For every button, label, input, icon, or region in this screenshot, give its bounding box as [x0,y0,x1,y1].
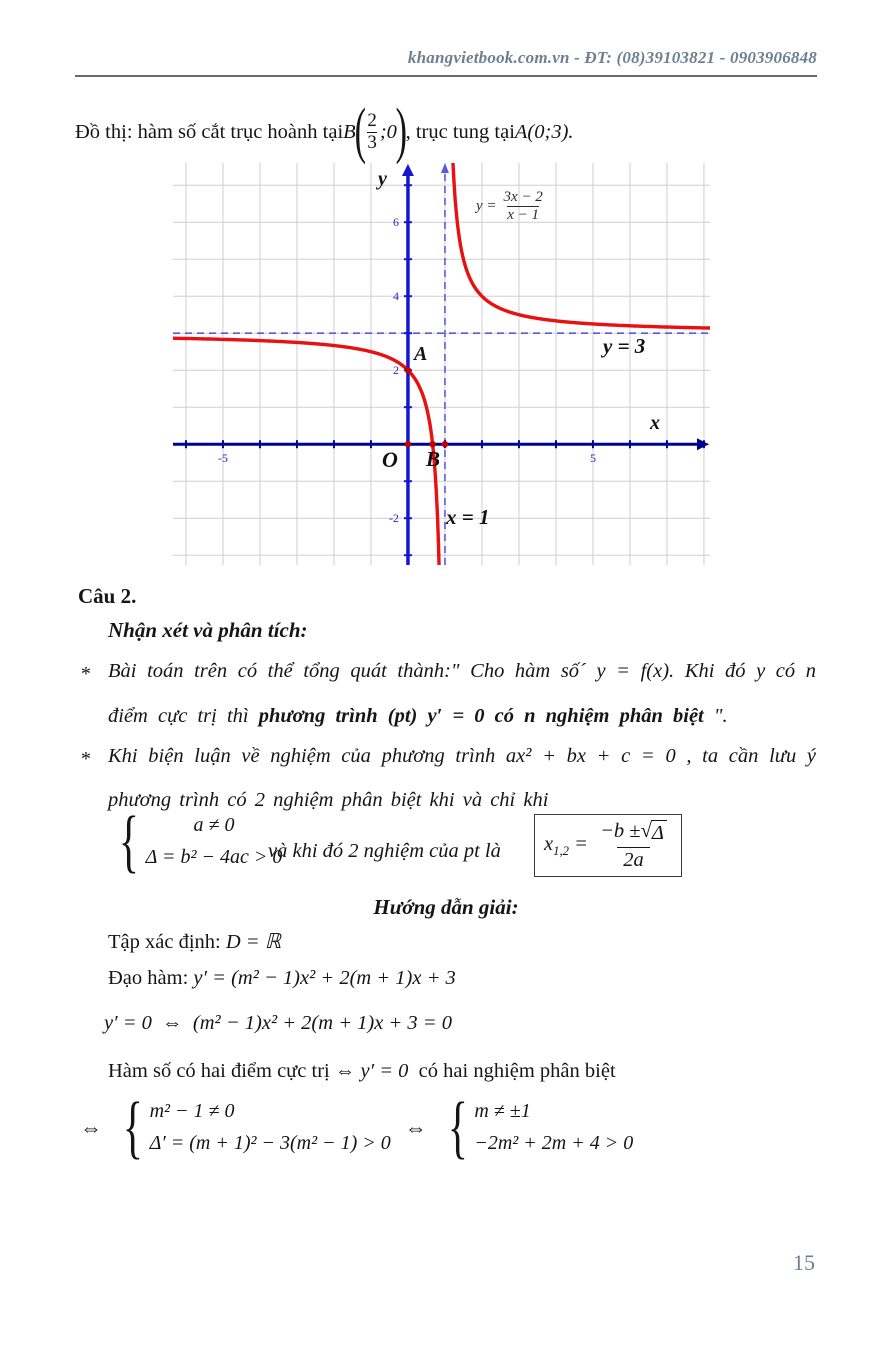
point-a-label: A [414,343,428,365]
graph-canvas [173,163,710,565]
svg-text:5: 5 [589,451,596,466]
bullet1-line1: Bài toán trên có thể tổng quát thành:" Cho hàm số´ y = f(x). Khi đó y có n [108,660,816,682]
roots-fraction [598,820,669,871]
intro-sentence [75,94,855,170]
formula-denominator: x − 1 [507,206,540,223]
radicand: Δ [651,820,667,845]
svg-text:-5: -5 [217,451,228,466]
point-b-label: B [426,447,441,471]
page-header: khangvietbook.com.vn - ĐT: (08)39103821 - 0903906848 [407,48,817,67]
big-paren-open: ( [354,97,366,166]
semicolon-zero: ;0 [379,120,397,143]
system-a-row1: m² − 1 ≠ 0 [149,1100,235,1123]
condition-system-rows [146,814,283,869]
sqrt-delta [641,820,667,845]
fraction-denominator: 3 [367,131,377,153]
condition-row1: a ≠ 0 [193,814,235,837]
left-brace: { [118,803,139,880]
bullet2-marker: * [80,748,90,770]
domain-label: Tập xác định: [108,931,226,953]
system-b-rows [474,1100,633,1155]
roots-numerator [598,820,669,847]
vertical-asymptote-label: x = 1 [446,505,490,529]
formula-lhs: y = [476,197,497,214]
equivalence-systems [80,1089,634,1166]
system-b-row2: −2m² + 2m + 4 > 0 [474,1132,634,1155]
condition-post: có hai nghiệm phân biệt [408,1060,616,1082]
function-formula-label [476,189,543,223]
fraction-numerator: 2 [367,109,377,131]
domain-value: D = ℝ [225,931,281,953]
condition-math: ⇔ y′ = 0 [334,1060,409,1082]
x-axis-label: x [650,412,660,434]
system-b-row1: m ≠ ±1 [474,1100,531,1123]
svg-text:-2: -2 [388,511,399,526]
bullet2-line2: phương trình có 2 nghiệm phân biệt khi và chỉ khi [108,789,549,811]
roots-subscript: 1,2 [553,843,569,858]
page-number: 15 [793,1250,815,1275]
remark-subtitle: Nhận xét và phân tích: [108,618,308,642]
system-a-rows [150,1100,391,1155]
derivative-zero-equation: y′ = 0 ⇔ (m² − 1)x² + 2(m + 1)x + 3 = 0 [104,1012,452,1034]
system-a-brace: { [122,1089,143,1166]
formula-fraction [504,189,543,223]
system-b-brace: { [447,1089,468,1166]
point-a-coords: A(0;3). [514,120,574,143]
condition-row2: Δ = b² − 4ac > 0 [145,846,283,869]
bullet1-line2-pre: điểm cực trị thì [108,705,259,727]
intro-mid: , trục tung tại [405,120,515,143]
bullet2-line1: Khi biện luận về nghiệm của phương trình ax² + bx + c = 0 , ta cần lưu ý [108,745,816,767]
point-b-symbol: B [343,120,356,143]
roots-num-pre: −b ± [600,820,641,842]
bullet1-line2 [108,705,816,728]
system-a [116,1089,391,1166]
derivative-line [108,967,456,990]
bullet1-line2-bold: phương trình (pt) y′ = 0 có n nghiệm phân biệt [258,705,704,727]
roots-equals: = [569,832,594,855]
quadratic-roots-box [534,814,682,877]
equiv-arrow-1: ⇔ [80,1114,102,1140]
big-paren-close: ) [395,97,407,166]
derivative-value: y′ = (m² − 1)x² + 2(m + 1)x + 3 [193,967,456,989]
question-2-title: Câu 2. [78,584,137,608]
roots-denominator: 2a [617,847,650,872]
roots-var-x: x [544,832,554,855]
function-graph-figure [173,163,710,565]
solution-heading: Hướng dẫn giải: [373,895,519,919]
equiv-arrow-2: ⇔ [404,1114,427,1140]
intro-lead: Đồ thị: hàm số cắt trục hoành tại [75,120,344,143]
connector-text: và khi đó 2 nghiệm của pt là [268,840,501,862]
two-extrema-condition [108,1060,616,1083]
system-a-row2: Δ′ = (m + 1)² − 3(m² − 1) > 0 [149,1132,391,1155]
radical-sign: √ [640,820,652,842]
system-b [441,1089,634,1166]
derivative-label: Đạo hàm: [108,967,194,989]
svg-text:4: 4 [392,289,399,304]
y-axis-label: y [378,168,387,190]
roots-variable [544,833,593,859]
domain-line [108,929,281,954]
bullet1-marker: * [80,663,90,685]
header-divider [75,75,817,77]
formula-numerator: 3x − 2 [503,189,543,205]
bullet1-line2-post: ". [703,705,728,727]
origin-label: O [382,447,398,472]
condition-system [112,803,283,880]
horizontal-asymptote-label: y = 3 [603,334,646,358]
svg-text:2: 2 [392,363,399,378]
fraction-two-thirds [364,111,380,154]
condition-pre: Hàm số có hai điểm cực trị [108,1060,335,1082]
svg-text:6: 6 [392,215,399,230]
